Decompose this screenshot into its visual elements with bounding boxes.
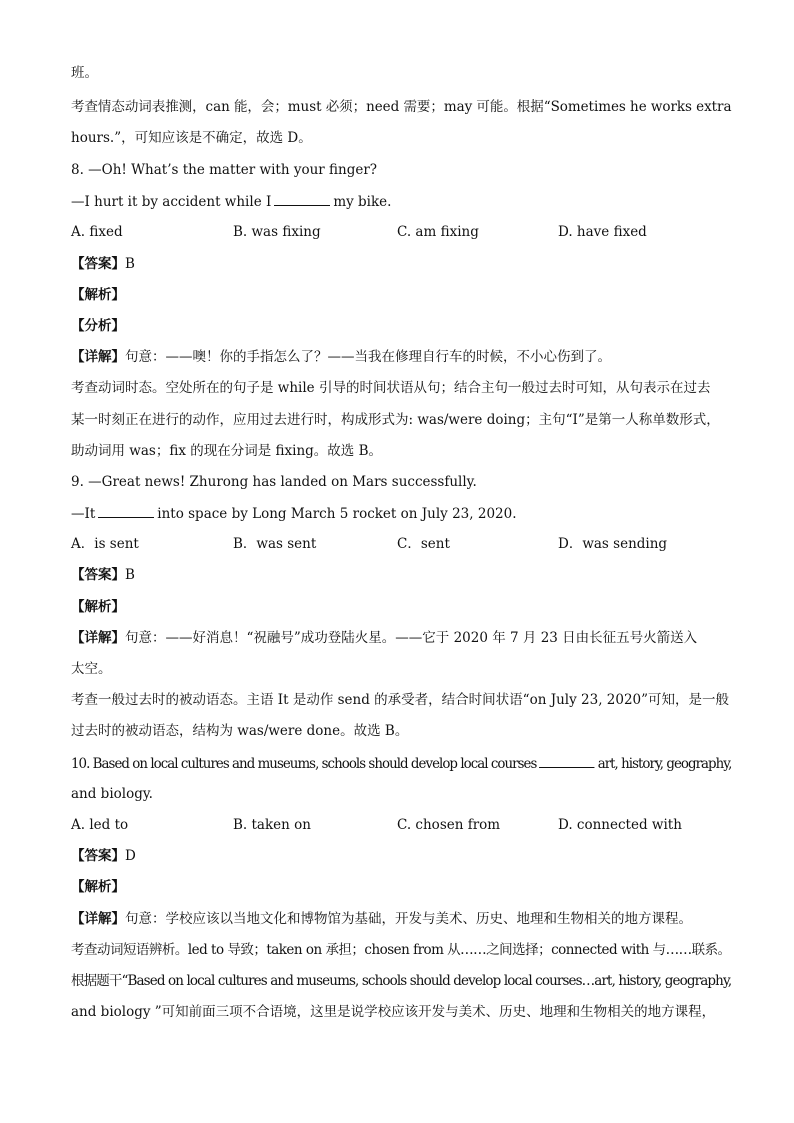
q9-before-blank: —It	[71, 506, 96, 522]
option-b: B．was sent	[233, 536, 317, 552]
text-line: 考查情态动词表推测，can 能，会；must 必须；need 需要；may 可能。根据“Sometimes he works extra	[71, 99, 732, 115]
q9-after-blank: into space by Long March 5 rocket on July 23, 2020.	[157, 506, 517, 522]
answer-tag: 【答案】	[71, 256, 125, 272]
question-8-stem: 8. —Oh! What’s the matter with your finger?	[71, 162, 378, 178]
option-d: D. connected with	[558, 817, 682, 833]
option-d: D．was sending	[558, 536, 668, 552]
text-line: hours.”，可知应该是不确定，故选 D。	[71, 130, 312, 146]
question-8-line2	[71, 191, 391, 212]
detail-line	[71, 347, 611, 367]
option-b: B. taken on	[233, 817, 311, 833]
option-a: A．is sent	[71, 536, 139, 552]
option-a: A. led to	[71, 817, 129, 833]
option-b: B. was fixing	[233, 224, 321, 240]
detail-tag: 【详解】	[71, 349, 125, 365]
text-line: 某一时刻正在进行的动作，应用过去进行时，构成形式为: was/were doing；主句“I”是第一人称单数形式，	[71, 412, 720, 428]
option-c: C. am fixing	[397, 224, 479, 240]
detail-tag: 【详解】	[71, 630, 125, 646]
option-c: C．sent	[397, 536, 450, 552]
text-line: and biology ”可知前面三项不合语境，这里是说学校应该开发与美术、历史、地理和生物相关的地方课程，	[71, 1004, 716, 1020]
text-line: 过去时的被动语态，结构为 was/were done。故选 B。	[71, 723, 409, 739]
detail-line	[71, 628, 697, 648]
detail-text: 句意：——噢！你的手指怎么了？——当我在修理自行车的时候，不小心伤到了。	[125, 349, 611, 365]
answer-value: B	[125, 256, 135, 272]
question-9-stem: 9. —Great news! Zhurong has landed on Mars successfully.	[71, 474, 477, 490]
question-9-line2	[71, 503, 517, 524]
question-10-stem	[71, 753, 731, 774]
text-line: 班。	[71, 65, 98, 81]
text-line: 考查动词短语辨析。led to 导致；taken on 承担；chosen from 从……之间选择；connected with 与……联系。	[71, 942, 731, 958]
q8-after-blank: my bike.	[333, 194, 392, 210]
option-a: A. fixed	[71, 224, 123, 240]
detail-tag: 【详解】	[71, 911, 125, 927]
text-line: 考查一般过去时的被动语态。主语 It 是动作 send 的承受者，结合时间状语“on July 23, 2020”可知，是一般	[71, 692, 730, 708]
q10-after-blank: art, history, geography,	[597, 756, 732, 772]
option-c: C. chosen from	[397, 817, 501, 833]
answer-tag: 【答案】	[71, 567, 125, 583]
answer-line	[71, 254, 135, 274]
text-line: 太空。	[71, 661, 112, 677]
question-10-line2: and biology.	[71, 786, 153, 802]
text-line: 根据题干“Based on local cultures and museums, schools should develop local courses…art, history, geography,	[71, 973, 732, 989]
text-line: 考查动词时态。空处所在的句子是 while 引导的时间状语从句；结合主句一般过去时可知，从句表示在过去	[71, 380, 711, 396]
answer-blank	[98, 503, 154, 518]
answer-value: B	[125, 567, 135, 583]
text-line: 助动词用 was；fix 的现在分词是 fixing。故选 B。	[71, 443, 383, 459]
detail-text: 句意：学校应该以当地文化和博物馆为基础，开发与美术、历史、地理和生物相关的地方课程。	[125, 911, 692, 927]
analysis-tag: 【解析】	[71, 599, 125, 615]
answer-value: D	[125, 848, 136, 864]
fenxi-tag: 【分析】	[71, 318, 125, 334]
answer-blank	[274, 191, 330, 206]
q10-before-blank: 10. Based on local cultures and museums, schools should develop local courses	[71, 756, 537, 772]
answer-blank	[539, 753, 594, 768]
detail-text: 句意：——好消息！“祝融号”成功登陆火星。——它于 2020 年 7 月 23 日由长征五号火箭送入	[125, 630, 698, 646]
answer-tag: 【答案】	[71, 848, 125, 864]
detail-line	[71, 909, 692, 929]
q8-before-blank: —I hurt it by accident while I	[71, 194, 272, 210]
answer-line	[71, 565, 135, 585]
answer-line	[71, 846, 136, 866]
analysis-tag: 【解析】	[71, 287, 125, 303]
option-d: D. have fixed	[558, 224, 647, 240]
analysis-tag: 【解析】	[71, 879, 125, 895]
